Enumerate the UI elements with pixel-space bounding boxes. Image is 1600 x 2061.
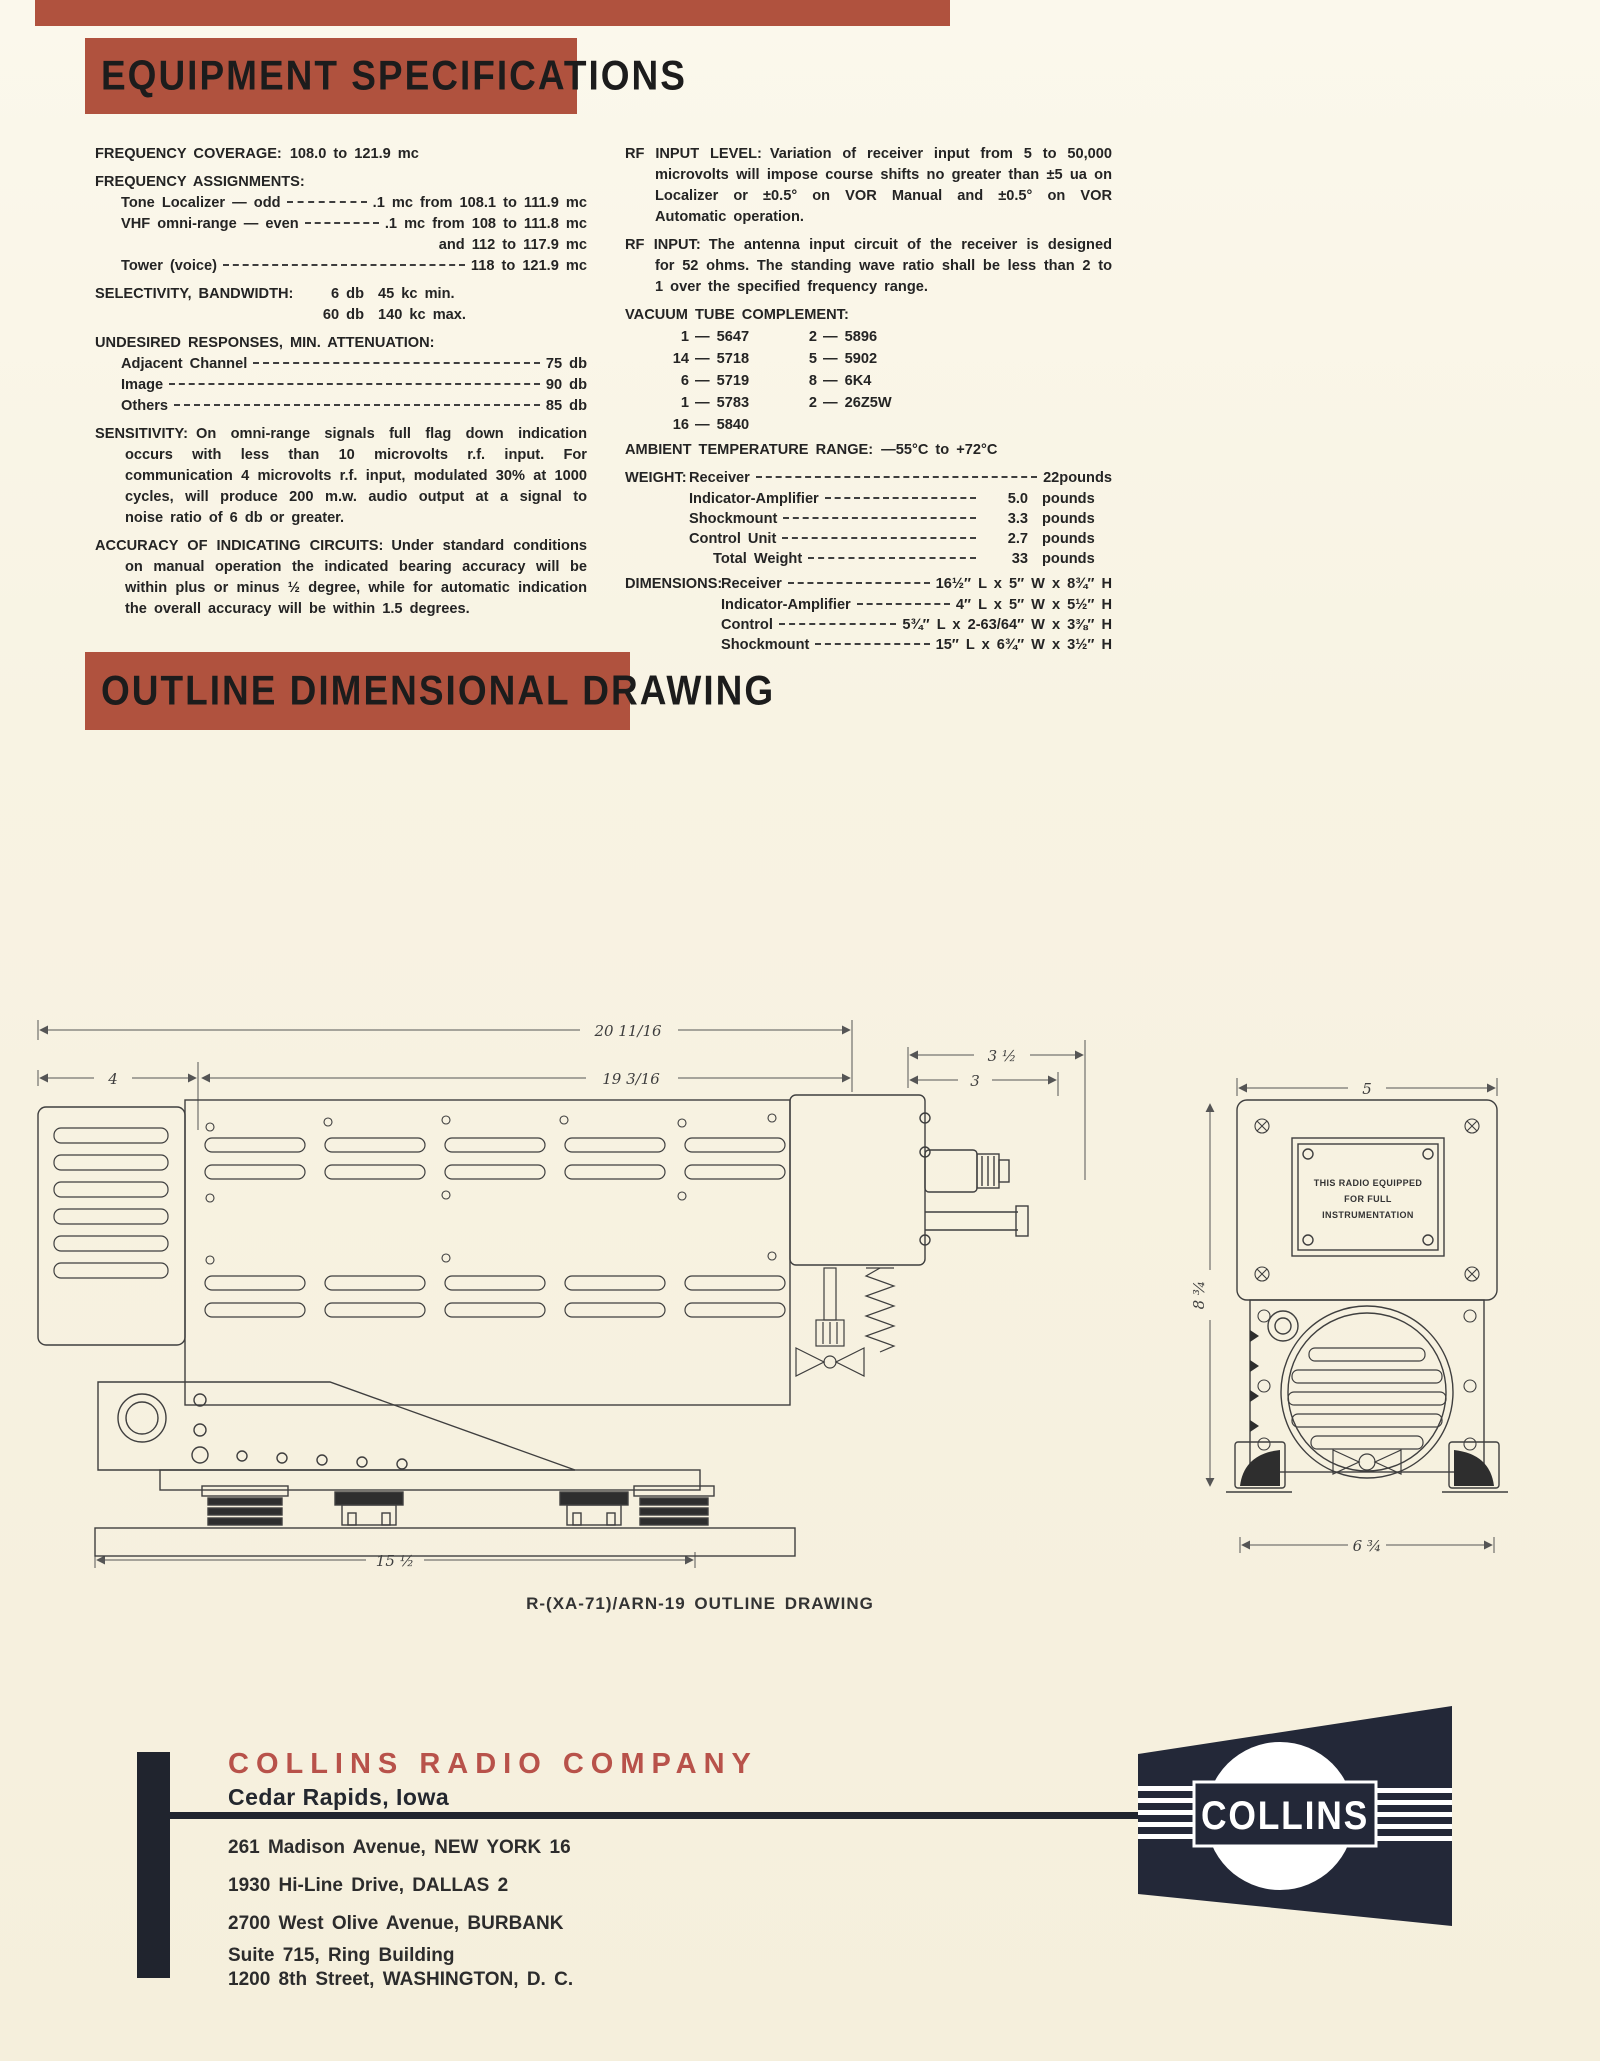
dim-rear-outer: 3 ½ [987,1047,1017,1065]
dashed-leader [788,582,930,584]
body-louvers [205,1138,785,1317]
wing-handle [1333,1450,1401,1474]
spec-label: UNDESIRED RESPONSES, MIN. ATTENUATION: [95,335,435,351]
dim-end-width: 5 [1362,1080,1372,1098]
row-label: Receiver [689,470,750,486]
row-value: 22 [1043,470,1060,486]
dashed-leader [857,603,950,605]
screw-holes [206,1114,776,1264]
plate-line-1: THIS RADIO EQUIPPED [1313,1178,1423,1188]
front-louvers [54,1128,168,1278]
selectivity-db: 60 db [322,307,364,323]
row-value: 85 db [545,398,587,414]
row-label: Indicator-Amplifier [689,491,819,507]
plate-line-2: FOR FULL [1344,1194,1392,1204]
footer-vertical-bar [137,1752,170,1978]
tube-type: — 26Z5W [823,395,892,411]
spec-selectivity [95,284,587,326]
support-arm [925,1206,1028,1236]
row-value: and 112 to 117.9 mc [438,237,587,253]
dashed-leader [782,537,976,539]
tube-count: 6 [680,373,689,389]
tube-type [817,414,927,436]
spec-row [121,256,587,277]
tube-count: 1 [680,329,689,345]
tube-type: — 5718 [695,351,750,367]
spec-label: WEIGHT: [625,470,687,486]
tube-count: 5 [808,351,817,367]
address-line: Suite 715, Ring Building [228,1945,455,1966]
row-unit: pounds [1042,531,1095,547]
row-unit: pounds [1042,551,1095,567]
specs-left-column [95,144,587,627]
address-list [228,1836,573,1992]
row-label: Receiver [721,576,782,592]
spec-label: AMBIENT TEMPERATURE RANGE: [625,442,874,458]
dashed-leader [287,201,367,203]
company-name: COLLINS RADIO COMPANY [228,1748,758,1780]
spec-undesired-responses [95,333,587,417]
spec-row [689,509,1112,529]
face-screws [1258,1310,1476,1450]
row-label: Tone Localizer — odd [121,195,281,211]
row-value: 75 db [545,356,587,372]
shockmount-base [95,1470,795,1556]
address-line: 2700 West Olive Avenue, BURBANK [228,1913,564,1934]
spacer [95,305,320,326]
tube-count: 14 [672,351,689,367]
row-label: Shockmount [689,511,778,527]
tube-count [781,414,817,436]
spec-accuracy [95,536,587,620]
spec-label: FREQUENCY COVERAGE: [95,146,282,162]
dim-overall-width: 20 11/16 [594,1022,662,1040]
dashed-leader [169,383,540,385]
dashed-leader [305,222,379,224]
tube-type: — 6K4 [823,373,872,389]
dashed-leader [174,404,540,406]
collins-logo [1120,1690,1480,1970]
spec-row [721,615,1112,635]
antenna-connector [1268,1311,1298,1341]
spec-frequency-coverage [95,144,587,165]
outline-dimensional-drawing-banner [85,652,776,730]
dim-base-length: 15 ½ [375,1552,415,1570]
spec-text: The antenna input circuit of the receiver is designed for 52 ohms. The standing wave ratio shall be less than 2 to 1 over the specified frequency range. [655,237,1112,295]
plate-line-3: INSTRUMENTATION [1322,1210,1414,1220]
spec-row [121,354,587,375]
spec-text: On omni-range signals full flag down indication occurs with less than 10 microvolts r.f. input. For communication 4 microvolts r.f. input, modulated 30% at 1000 cycles, will produce 200 m.w. audio output at a signal to noise ratio of 6 db or greater. [125,426,587,526]
rear-box [790,1095,925,1265]
row-label: Others [121,398,169,414]
spec-label: RF INPUT LEVEL: [625,146,762,162]
spec-vacuum-tubes [625,305,1112,436]
row-value: 33 [1011,551,1028,567]
drawing-caption: R-(XA-71)/ARN-19 OUTLINE DRAWING [526,1594,874,1613]
logo-wordmark: COLLINS [1201,1794,1369,1838]
tube-type: — 5896 [823,329,878,345]
spec-row [121,396,587,417]
row-label: Indicator-Amplifier [721,597,851,613]
end-view [1226,1100,1508,1492]
spec-row [121,235,587,256]
spec-sensitivity [95,424,587,529]
row-label: Shockmount [721,637,810,653]
tube-count: 2 [808,329,817,345]
row-value: 90 db [545,377,587,393]
dim-front-width: 4 [108,1070,118,1088]
tube-count: 1 [680,395,689,411]
row-value: 5.0 [1007,491,1028,507]
spec-text: Under standard conditions on manual operation the indicated bearing accuracy will be within plus or minus ½ degree, while for automatic indication the overall accuracy will be within 1.5 degrees. [125,538,587,617]
row-value: 15″ L x 6¾″ W x 3½″ H [935,637,1112,653]
row-label: Image [121,377,164,393]
dim-rear-inner: 3 [970,1072,980,1090]
tube-count: 8 [808,373,817,389]
outline-drawing [30,1000,1570,1600]
banner-title: OUTLINE DIMENSIONAL DRAWING [101,667,776,714]
spec-row [625,574,1112,595]
tube-type: — 5647 [695,329,750,345]
bellows [866,1268,894,1352]
spec-label: SELECTIVITY, BANDWIDTH: [95,286,294,302]
plate-text [1314,1178,1423,1220]
equipment-specifications-banner [85,38,687,114]
spec-row [721,595,1112,615]
tube-type: — 5902 [823,351,878,367]
spec-row [689,489,1112,509]
spec-label: SENSITIVITY: [95,426,188,442]
row-value: 16½″ L x 5″ W x 8¾″ H [935,576,1112,592]
dashed-leader [815,643,929,645]
address-line: 1930 Hi-Line Drive, DALLAS 2 [228,1875,509,1896]
tube-count: 16 [672,417,689,433]
row-label: Total Weight [713,551,803,567]
row-value: 3.3 [1007,511,1028,527]
dashed-leader [253,362,540,364]
specs-right-column [625,144,1112,655]
spec-row [121,214,587,235]
dashed-leader [756,476,1037,478]
address-line: 1200 8th Street, WASHINGTON, D. C. [228,1969,574,1990]
spec-row [713,549,1112,569]
rear-connector [925,1150,1009,1192]
spec-rf-input [625,235,1112,298]
selectivity-kc: 45 kc min. [378,286,455,302]
row-value: .1 mc from 108 to 111.8 mc [384,216,587,232]
spec-row [121,193,587,214]
dashed-leader [783,517,976,519]
spec-row [689,529,1112,549]
spec-value: —55°C to +72°C [881,442,998,458]
spec-dimensions [625,574,1112,655]
selectivity-db: 6 db [331,286,364,302]
tube-table [659,326,1112,436]
dashed-leader [223,264,465,266]
row-value: 118 to 121.9 mc [470,258,587,274]
speaker-grill [1281,1306,1453,1478]
company-city: Cedar Rapids, Iowa [228,1784,450,1810]
row-label: Tower (voice) [121,258,217,274]
selectivity-kc: 140 kc max. [378,307,466,323]
address-line: 261 Madison Avenue, NEW YORK 16 [228,1837,571,1858]
dim-end-base: 6 ¾ [1352,1537,1382,1555]
spec-row [625,468,1112,489]
spec-ambient-temperature [625,440,1112,461]
tube-type: — 5783 [695,395,750,411]
front-bracket [98,1382,575,1470]
spec-label: FREQUENCY ASSIGNMENTS: [95,174,305,190]
tube-type: — 5719 [695,373,750,389]
spec-row [121,375,587,396]
row-value: 2.7 [1007,531,1028,547]
row-value: 4″ L x 5″ W x 5½″ H [955,597,1112,613]
footer-rule [170,1812,1138,1819]
spec-value: 108.0 to 121.9 mc [289,146,419,162]
spec-row [721,635,1112,655]
spec-weight [625,468,1112,569]
dim-end-height: 8 ¾ [1190,1280,1208,1310]
spec-rf-input-level [625,144,1112,228]
spec-text: Variation of receiver input from 5 to 50,000 microvolts will impose course shifts no greater than ±5 ua on Localizer or ±0.5° on VOR Manual and ±0.5° on VOR Automatic operation. [655,146,1112,225]
spec-frequency-assignments [95,172,587,277]
wing-bolt [796,1268,864,1376]
tube-count: 2 [808,395,817,411]
dimension-labels [107,1022,1381,1570]
dim-body-width: 19 3/16 [602,1070,660,1088]
edge-hatches [1250,1330,1259,1432]
dashed-leader [779,623,896,625]
side-view [38,1095,1028,1556]
banner-title: EQUIPMENT SPECIFICATIONS [101,52,687,99]
row-label: VHF omni-range — even [121,216,299,232]
spec-label: VACUUM TUBE COMPLEMENT: [625,307,849,323]
spec-label: DIMENSIONS: [625,576,723,592]
row-value: 5¾″ L x 2-63/64″ W x 3⅜″ H [902,617,1112,633]
dashed-leader [825,497,976,499]
dashed-leader [808,557,976,559]
row-unit: pounds [1059,470,1112,486]
row-label: Adjacent Channel [121,356,248,372]
row-unit: pounds [1042,491,1095,507]
row-value: .1 mc from 108.1 to 111.9 mc [372,195,587,211]
row-label: Control Unit [689,531,777,547]
spec-label: ACCURACY OF INDICATING CIRCUITS: [95,538,384,554]
spec-label: RF INPUT: [625,237,701,253]
tube-type: — 5840 [695,417,750,433]
row-label: Control [721,617,773,633]
top-red-strip [35,0,950,26]
row-unit: pounds [1042,511,1095,527]
